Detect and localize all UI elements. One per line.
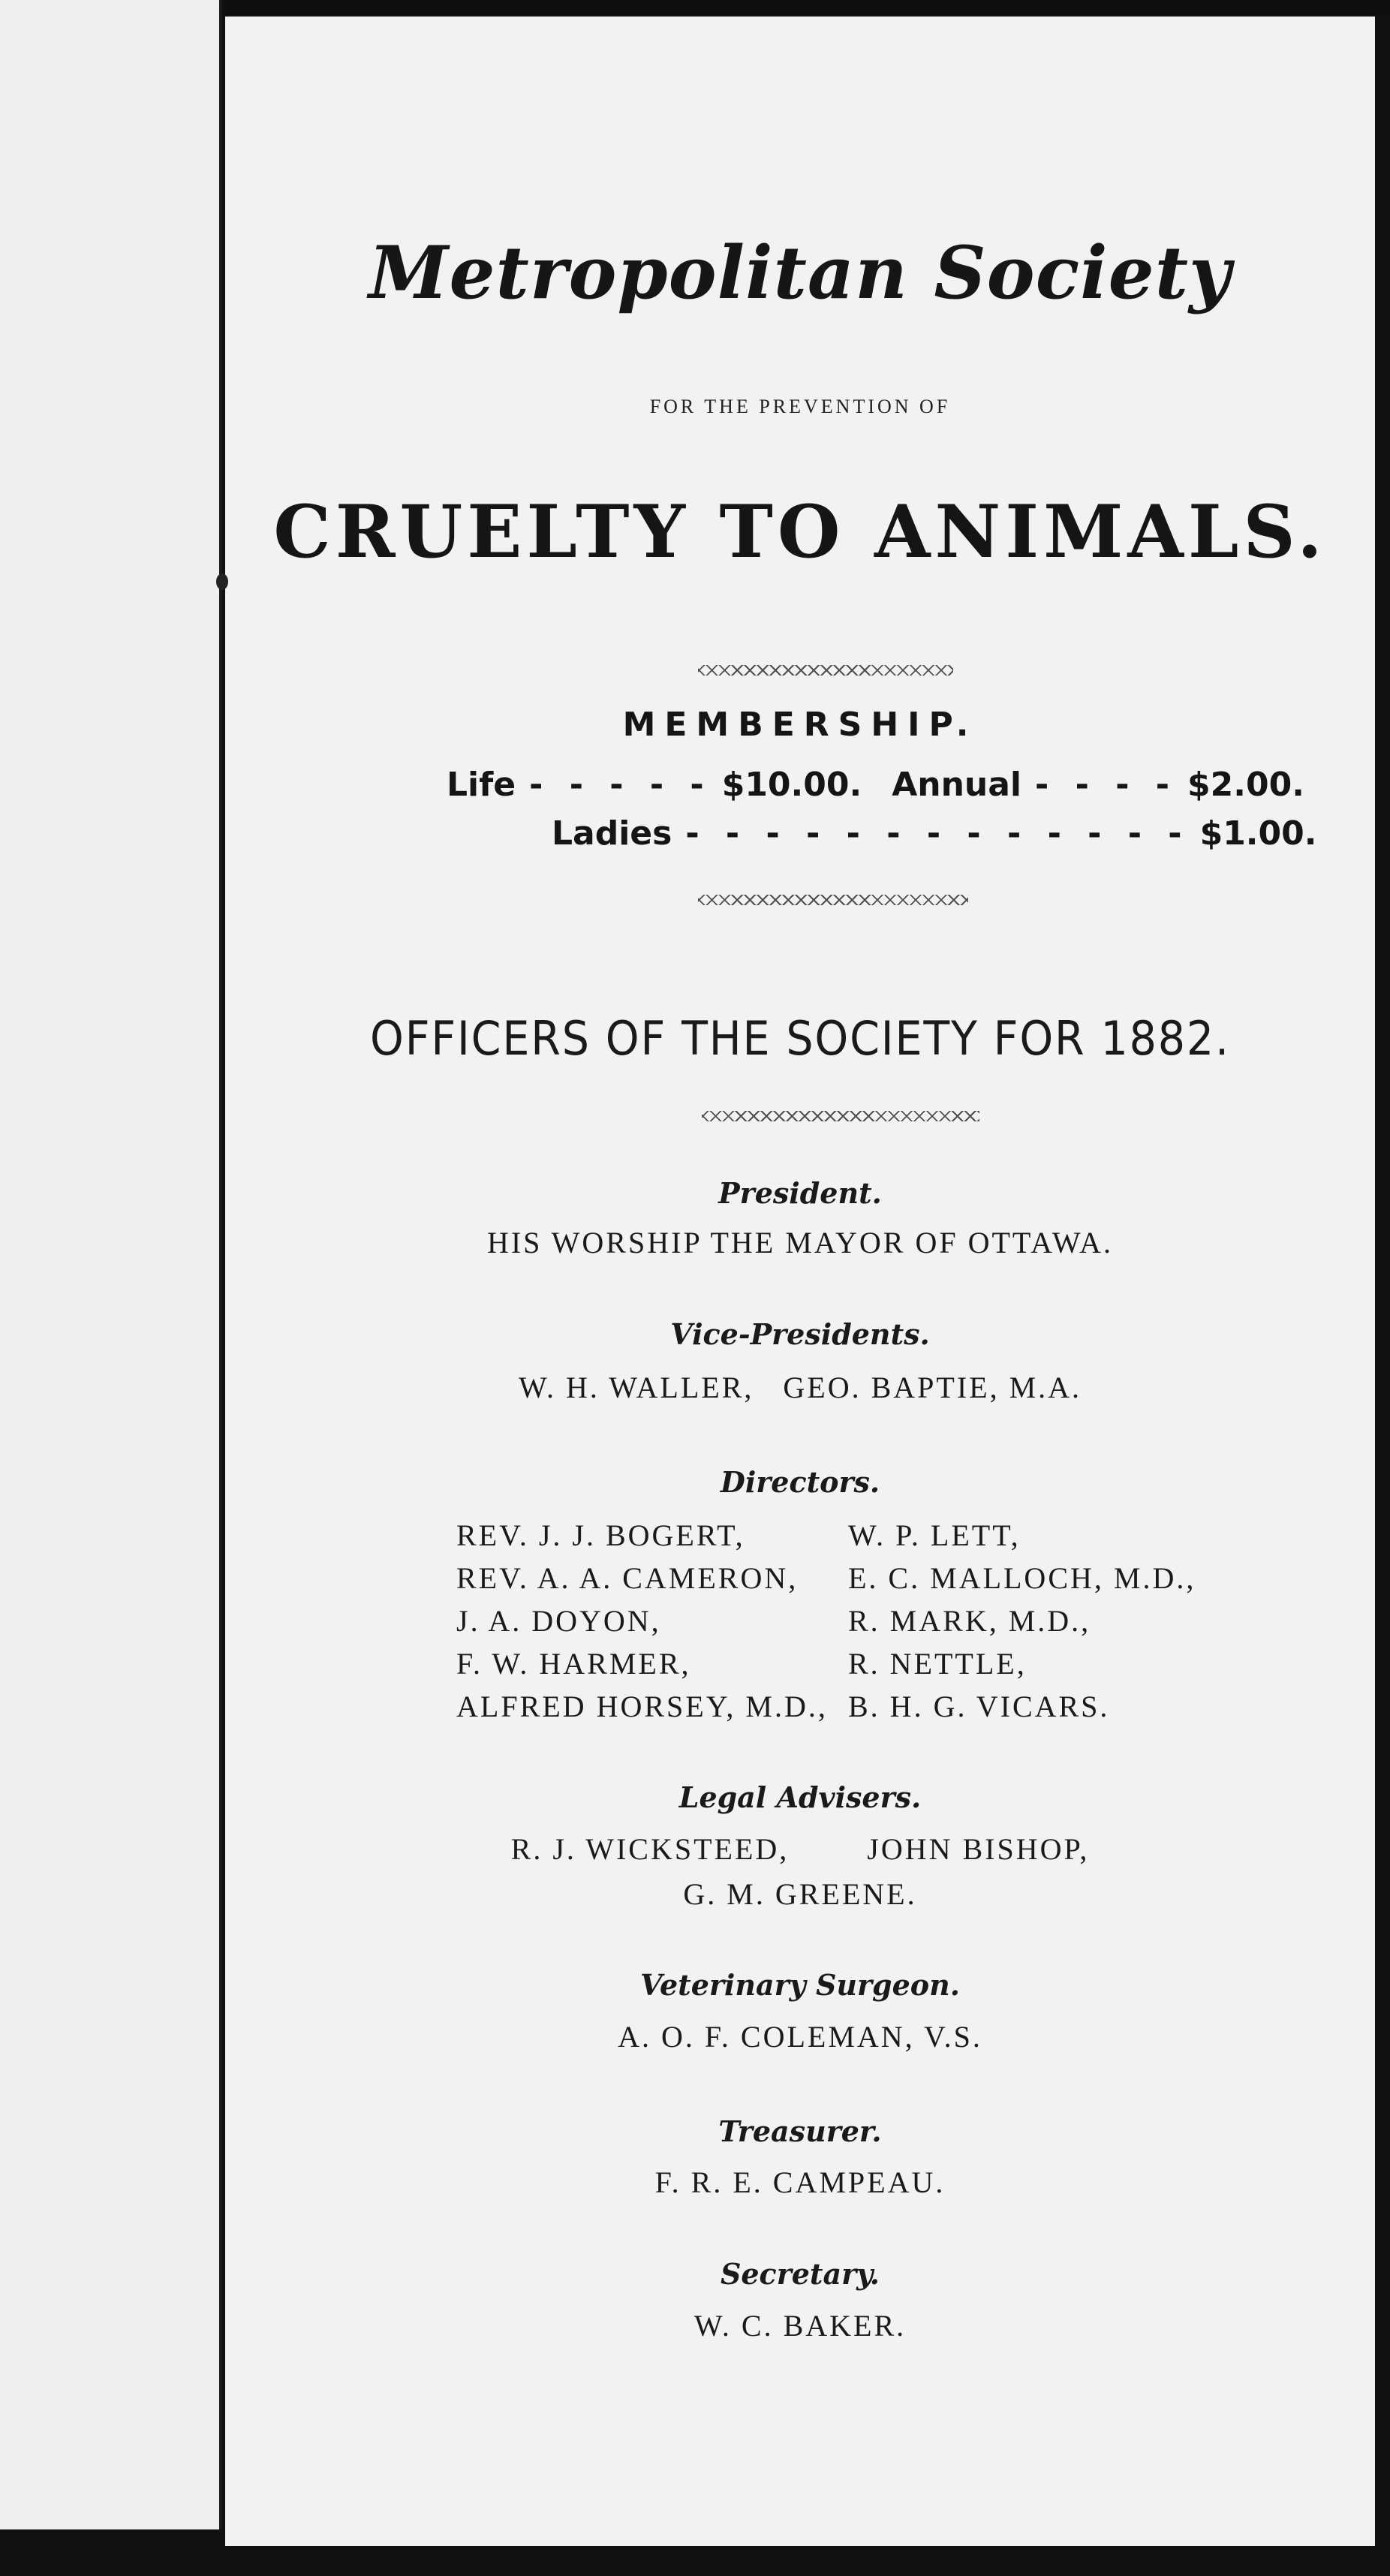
directors-left-column: [456, 1518, 877, 1732]
directors-label: Directors.: [720, 1465, 880, 1499]
director-name: W. P. LETT,: [848, 1518, 1021, 1552]
annual-label: Annual: [892, 766, 1022, 804]
president-name: HIS WORSHIP THE MAYOR OF OTTAWA.: [486, 1226, 1114, 1259]
director-name: REV. A. A. CAMERON,: [456, 1561, 799, 1595]
veterinary-surgeon-label: Veterinary Surgeon.: [640, 1968, 960, 2002]
director-name: REV. J. J. BOGERT,: [456, 1518, 745, 1552]
treasurer-name: F. R. E. CAMPEAU.: [654, 2165, 946, 2199]
annual-fee: $2.00.: [1187, 766, 1304, 804]
scan-top-edge: [225, 0, 1390, 15]
officers-heading: OFFICERS OF THE SOCIETY FOR 1882.: [369, 1011, 1231, 1066]
membership-row-2: [552, 814, 1377, 853]
vice-presidents-label: Vice-Presidents.: [670, 1317, 930, 1351]
for-the-prevention-of: FOR THE PREVENTION OF: [649, 396, 951, 417]
membership-title: MEMBERSHIP.: [622, 706, 978, 744]
director-name: B. H. G. VICARS.: [848, 1690, 1110, 1723]
divider-1: [698, 665, 953, 676]
secretary-label: Secretary.: [720, 2257, 880, 2291]
director-name: F. W. HARMER,: [456, 1647, 691, 1681]
ladies-fee: $1.00.: [1199, 814, 1317, 853]
annual-dots: - - - -: [1035, 766, 1178, 804]
document-page: [225, 17, 1375, 2546]
divider-2: [698, 895, 968, 905]
director-name: J. A. DOYON,: [456, 1604, 661, 1638]
director-name: ALFRED HORSEY, M.D.,: [456, 1690, 828, 1723]
vice-presidents-names: W. H. WALLER, GEO. BAPTIE, M.A.: [518, 1371, 1082, 1404]
legal-advisers-line-1: R. J. WICKSTEED, JOHN BISHOP,: [510, 1832, 1090, 1866]
director-name: R. MARK, M.D.,: [848, 1604, 1091, 1638]
life-label: Life: [447, 766, 516, 804]
life-dots: - - - - -: [529, 766, 712, 804]
divider-3: [702, 1111, 979, 1121]
society-title: Metropolitan Society: [369, 230, 1232, 315]
director-name: R. NETTLE,: [848, 1647, 1027, 1681]
veterinary-surgeon-name: A. O. F. COLEMAN, V.S.: [618, 2020, 982, 2054]
ink-mark: [216, 573, 228, 590]
ladies-dots: - - - - - - - - - - - - -: [685, 814, 1190, 853]
directors-right-column: [848, 1518, 1268, 1732]
main-heading: CRUELTY TO ANIMALS.: [273, 489, 1327, 574]
legal-advisers-label: Legal Advisers.: [678, 1780, 922, 1814]
left-blank-page: [0, 0, 222, 2529]
legal-advisers-line-2: G. M. GREENE.: [683, 1877, 917, 1911]
treasurer-label: Treasurer.: [718, 2114, 882, 2148]
secretary-name: W. C. BAKER.: [693, 2309, 907, 2343]
membership-row-1: [447, 766, 1390, 804]
life-fee: $10.00.: [721, 766, 862, 804]
president-label: President.: [718, 1176, 882, 1210]
ladies-label: Ladies: [552, 814, 672, 853]
director-name: E. C. MALLOCH, M.D.,: [848, 1561, 1196, 1595]
